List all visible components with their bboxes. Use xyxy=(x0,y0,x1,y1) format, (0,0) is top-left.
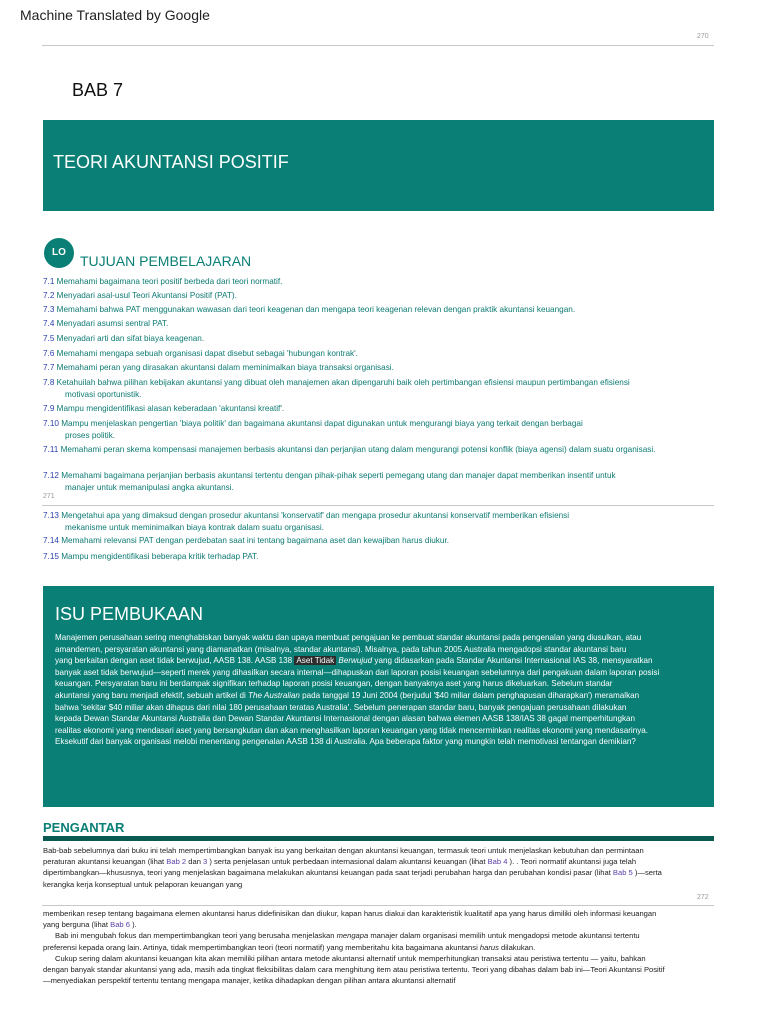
objective-item: 7.6 Memahami mengapa sebuah organisasi dapat disebut sebagai 'hubungan kontrak'. xyxy=(43,349,358,358)
page-number: 272 xyxy=(697,894,709,901)
page-number: 270 xyxy=(697,33,709,40)
objective-item: 7.15 Mampu mengidentifikasi beberapa kritik terhadap PAT. xyxy=(43,552,259,561)
link-bab-4[interactable]: Bab 4 xyxy=(487,857,508,867)
divider xyxy=(42,505,714,506)
objective-item: 7.2 Menyadari asal-usul Teori Akuntansi Positif (PAT). xyxy=(43,291,237,300)
objective-item: 7.14 Memahami relevansi PAT dengan perdebatan saat ini tentang bagaimana aset dan kewajiban harus diukur. xyxy=(43,536,450,545)
opening-issue-title: ISU PEMBUKAAN xyxy=(55,604,204,624)
link-bab-5[interactable]: Bab 5 xyxy=(612,868,633,878)
objective-item: 7.12 Memahami bagaimana perjanjian berbasis akuntansi tertentu dengan pihak-pihak seperti pemegang utang dan manajer dapat memberikan insentif untuk manajer untuk memanipulasi angka akuntansi. xyxy=(43,471,616,492)
chapter-title: TEORI AKUNTANSI POSITIF xyxy=(53,152,289,172)
introduction-heading: PENGANTAR xyxy=(43,820,125,835)
learning-objectives-heading: TUJUAN PEMBELAJARAN xyxy=(80,253,252,269)
divider xyxy=(42,45,714,46)
introduction-paragraph: Bab-bab sebelumnya dari buku ini telah mempertimbangkan banyak isu yang berkaitan dengan akuntansi keuangan, termasuk teori untuk menjelaskan kebutuhan dan permintaan peraturan akuntansi keuangan (lihat Bab 2 dan 3 ) serta penjelasan untuk perbedaan internasional dalam akuntansi keuangan (lihat Bab 4 ). . Teori normatif akuntansi juga telah dipertimbangkan—khususnya, teori yang menjelaskan bagaimana melakukan akuntansi keuangan pada saat terjadi perubahan harga dan perubahan kondisi pasar (lihat Bab 5 )—serta kerangka kerja konseptual untuk pelaporan keuangan yang xyxy=(43,846,662,889)
chapter-label: BAB 7 xyxy=(72,80,124,100)
link-bab-2[interactable]: Bab 2 xyxy=(166,857,187,867)
opening-issue-text: Manajemen perusahaan sering menghabiskan banyak waktu dan upaya membuat pengajuan ke pembuat standar akuntansi pada pengenalan yang diusulkan, atau amandemen, persyaratan akuntansi yang diamanatkan (misalnya, standar akuntansi). Misalnya, pada tahun 2005 Australia mengadopsi standar akuntansi baru yang berkaitan dengan aset tidak berwujud, AASB 138. AASB 138 Aset Tidak Berwujud yang didasarkan pada Standar Akuntansi Internasional IAS 38, mensyaratkan banyak aset tidak berwujud—seperti merek yang dihasilkan secara internal—dihapuskan dari laporan posisi keuangan sebelumnya dari pengakuan dalam laporan posisi keuangan. Persyaratan baru ini berdampak signifikan terhadap laporan posisi keuangan, dengan banyaknya aset yang harus dikeluarkan. Sebelum standar akuntansi yang baru menjadi efektif, sebuah artikel di The Australian pada tanggal 19 Juni 2004 (berjudul '$40 miliar dalam penghapusan diharapkan') meramalkan bahwa 'sekitar $40 miliar akan dihapus dari nilai 180 perusahaan teratas Australia'. Sebelum penerapan standar baru, banyak pengajuan perusahaan dilakukan kepada Dewan Standar Akuntansi Australia dan Dewan Standar Akuntansi Internasional dengan alasan bahwa elemen AASB 138/IAS 38 gagal memperhitungkan realitas ekonomi yang mendasari aset yang bersangkutan dan akan menghasilkan laporan keuangan yang tidak mencerminkan realitas ekonomi yang mendasarinya. Eksekutif dari banyak organisasi melobi menentang pengenalan AASB 138 di Australia. Apa beberapa faktor yang mungkin telah memotivasi tentangan demikian? xyxy=(55,633,660,747)
objective-item: 7.11 Memahami peran skema kompensasi manajemen berbasis akuntansi dan perjanjian utang dalam mengurangi potensi konflik (biaya agensi) dalam suatu organisasi. xyxy=(43,445,656,454)
objective-item: 7.4 Menyadari asumsi sentral PAT. xyxy=(43,319,169,328)
lo-badge-icon: LO xyxy=(44,238,74,268)
translation-header xyxy=(0,0,768,30)
divider xyxy=(42,905,714,906)
objective-item: 7.13 Mengetahui apa yang dimaksud dengan prosedur akuntansi 'konservatif' dan mengapa prosedur akuntansi konservatif memberikan efisiensi mekanisme untuk meminimalkan biaya kontrak dalam suatu organisasi. xyxy=(43,511,570,532)
objective-item: 7.5 Menyadari arti dan sifat biaya keagenan. xyxy=(43,334,205,343)
link-bab-3[interactable]: 3 xyxy=(203,857,208,867)
link-bab-6[interactable]: Bab 6 xyxy=(110,920,130,930)
objective-item: 7.7 Memahami peran yang dirasakan akuntansi dalam meminimalkan biaya transaksi organisasi. xyxy=(43,363,394,372)
objective-item: 7.9 Mampu mengidentifikasi alasan keberadaan 'akuntansi kreatif'. xyxy=(43,404,285,413)
introduction-paragraph: memberikan resep tentang bagaimana elemen akuntansi harus didefinisikan dan diukur, kapan harus diakui dan karakteristik kualitatif apa yang harus dimiliki oleh informasi keuangan yang berguna (lihat Bab 6 ). Bab ini mengubah fokus dan mempertimbangkan teori yang berusaha menjelaskan mengapa manajer dalam organisasi memilih untuk mengadopsi metode akuntansi tertentu preferensi kepada orang lain. Artinya, tidak mempertimbangkan teori (teori normatif) yang memberitahu kita bagaimana akuntansi harus dilakukan. Cukup sering dalam akuntansi keuangan kita akan memiliki pilihan antara metode akuntansi alternatif untuk memperhitungkan transaksi atau peristiwa tertentu — yaitu, bahkan dengan banyak standar akuntansi yang ada, masih ada tingkat fleksibilitas dalam cara menghitung item atau peristiwa tertentu. Teori yang dibahas dalam bab ini—Teori Akuntansi Positif —menyediakan perspektif tertentu tentang mengapa manajer, ketika dihadapkan dengan pilihan antara akuntansi alternatif xyxy=(43,909,665,986)
page-number: 271 xyxy=(43,493,55,500)
objective-item: 7.10 Mampu menjelaskan pengertian 'biaya politik' dan bagaimana akuntansi dapat digunakan untuk mengurangi biaya yang terkait dengan berbagai proses politik. xyxy=(43,419,583,440)
objective-item: 7.8 Ketahuilah bahwa pilihan kebijakan akuntansi yang dibuat oleh manajemen akan dipengaruhi baik oleh pertimbangan efisiensi maupun pertimbangan efisiensi motivasi oportunistik. xyxy=(43,378,630,399)
opening-issue-box xyxy=(43,586,714,807)
objective-item: 7.3 Memahami bahwa PAT menggunakan wawasan dari teori keagenan dan mengapa teori keagenan relevan dengan praktik akuntansi keuangan. xyxy=(43,305,576,314)
machine-translated-label: Machine Translated by Google xyxy=(20,7,210,23)
objective-item: 7.1 Memahami bagaimana teori positif berbeda dari teori normatif. xyxy=(43,277,283,286)
heading-underline xyxy=(43,836,714,841)
chapter-title-banner xyxy=(43,120,714,211)
